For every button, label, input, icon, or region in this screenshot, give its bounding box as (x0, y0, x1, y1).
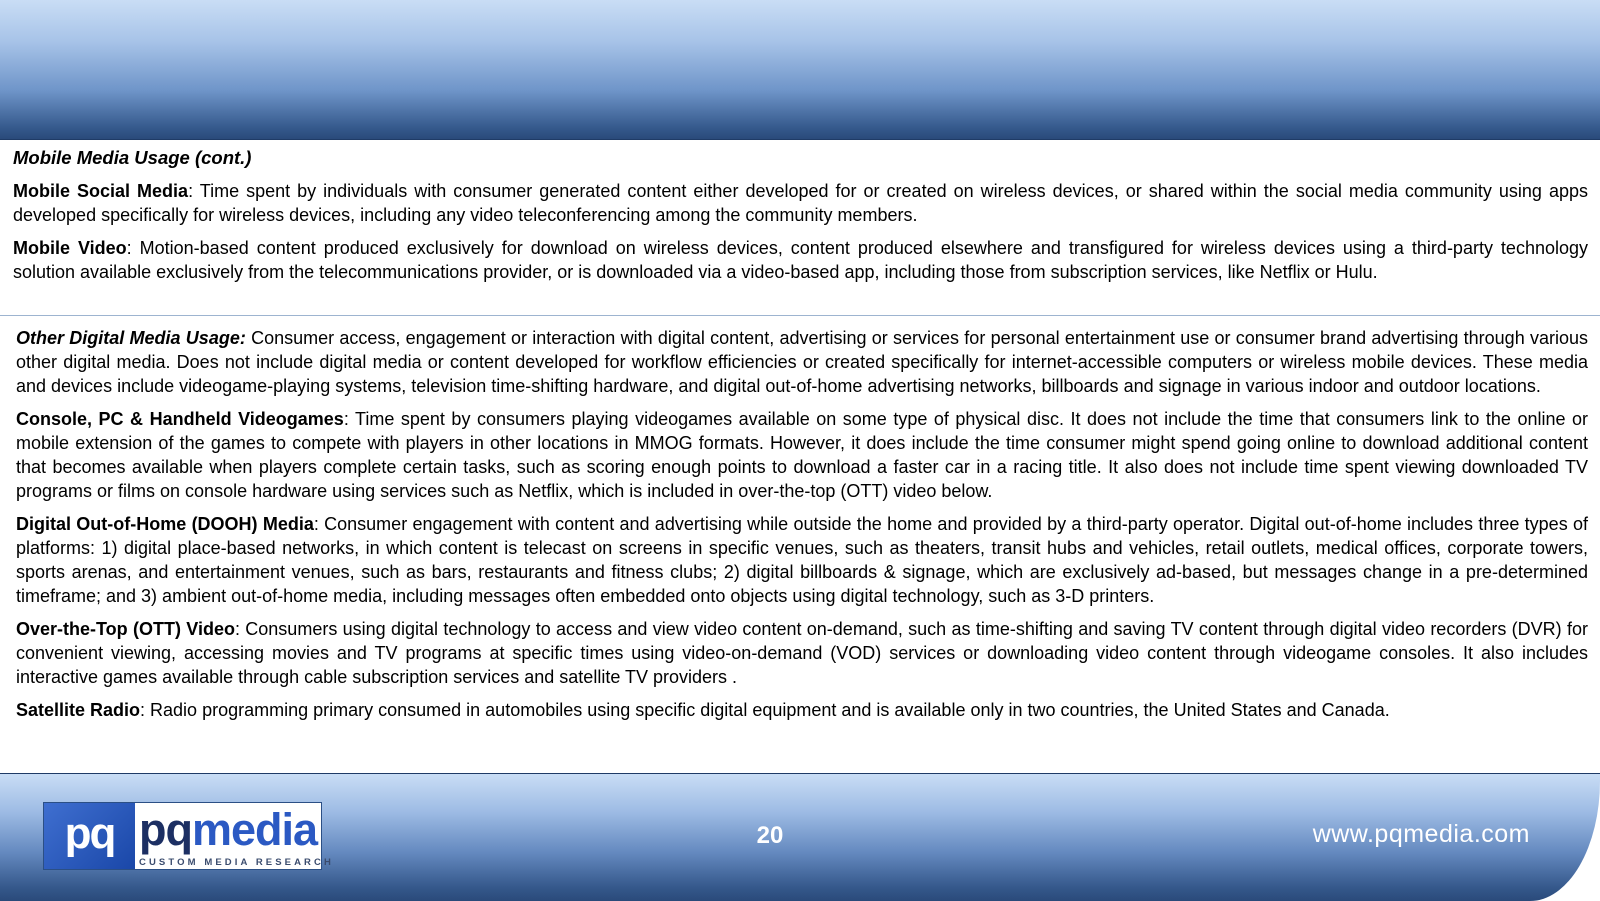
mobile-media-section (13, 146, 1588, 293)
header-band (0, 0, 1600, 140)
logo-word-media: media (191, 804, 318, 855)
definition-ott-video (16, 617, 1588, 689)
term: Mobile Video (13, 238, 127, 258)
logo-word-pq: pq (139, 804, 192, 855)
definition-text: : Time spent by individuals with consumer generated content either developed for or created on wireless devices, or shared within the social media community using apps developed specifically for wireless devices, including any video teleconferencing among the community members. (13, 181, 1588, 225)
website-url: www.pqmedia.com (1312, 820, 1530, 848)
section-divider (0, 315, 1600, 316)
definition-text: : Radio programming primary consumed in automobiles using specific digital equipment and is available only in two countries, the United States and Canada. (140, 700, 1390, 720)
pqmedia-logo (43, 802, 334, 870)
term: Other Digital Media Usage: (16, 328, 246, 348)
definition-mobile-social-media (13, 179, 1588, 227)
other-digital-media-section (16, 326, 1588, 731)
term: Over-the-Top (OTT) Video (16, 619, 235, 639)
term: Console, PC & Handheld Videogames (16, 409, 344, 429)
logo-tagline: CUSTOM MEDIA RESEARCH (139, 857, 334, 868)
definition-videogames (16, 407, 1588, 503)
page-number: 20 (756, 822, 784, 849)
logo-mark: pq (44, 803, 135, 869)
definition-dooh-media (16, 512, 1588, 608)
definition-other-digital-media (16, 326, 1588, 398)
logo-wordmark (139, 805, 317, 855)
definition-mobile-video (13, 236, 1588, 284)
term: Satellite Radio (16, 700, 141, 720)
term: Digital Out-of-Home (DOOH) Media (16, 514, 314, 534)
definition-text: : Motion-based content produced exclusively for download on wireless devices, content produced elsewhere and transfigured for wireless devices using a third-party technology solution available exclusively from the telecommunications provider, or is downloaded via a video-based app, including those from subscription services, like Netflix or Hulu. (13, 238, 1588, 282)
definition-text: : Time spent by consumers playing videogames available on some type of physical disc. It does not include the time that consumers link to the online or mobile extension of the games to compete with players in other locations in MMOG formats. However, it does include the time consumer might spend going online to download additional content that becomes available when players complete certain tasks, such as scoring enough points to download a faster car in a racing title. It also does not include time spent viewing downloaded TV programs or films on console hardware using services such as Netflix, which is included in over-the-top (OTT) video below. (16, 409, 1589, 501)
definition-text: Consumer access, engagement or interaction with digital content, advertising or services for personal entertainment use or consumer brand advertising through various other digital media. Does not include digital media or content developed for workflow efficiencies or created specifically for internet-accessible computers or wireless mobile devices. These media and devices include videogame-playing systems, television time-shifting hardware, and digital out-of-home advertising networks, billboards and signage in various indoor and outdoor locations. (16, 328, 1588, 396)
term: Mobile Social Media (13, 181, 189, 201)
definition-text: : Consumers using digital technology to access and view video content on-demand, such as time-shifting and saving TV content through digital video recorders (DVR) for convenient viewing, accessing movies and TV programs at specific times using video-on-demand (VOD) services or downloading video content through videogame consoles. It also includes interactive games available through cable subscription services and satellite TV providers . (16, 619, 1588, 687)
definition-text: : Consumer engagement with content and advertising while outside the home and provided by a third-party operator. Digital out-of-home includes three types of platforms: 1) digital place-based networks, in which content is telecast on screens in specific venues, such as theaters, transit hubs and vehicles, retail outlets, medical offices, corporate towers, sports arenas, and entertainment venues, such as bars, restaurants and fitness clubs; 2) digital billboards & signage, which are exclusively ad-based, but messages change in a pre-determined timeframe; and 3) ambient out-of-home media, including messages often embedded onto objects using digital technology, such as 3-D printers. (16, 514, 1588, 606)
section-heading: Mobile Media Usage (cont.) (13, 147, 252, 168)
definition-satellite-radio (16, 698, 1588, 722)
